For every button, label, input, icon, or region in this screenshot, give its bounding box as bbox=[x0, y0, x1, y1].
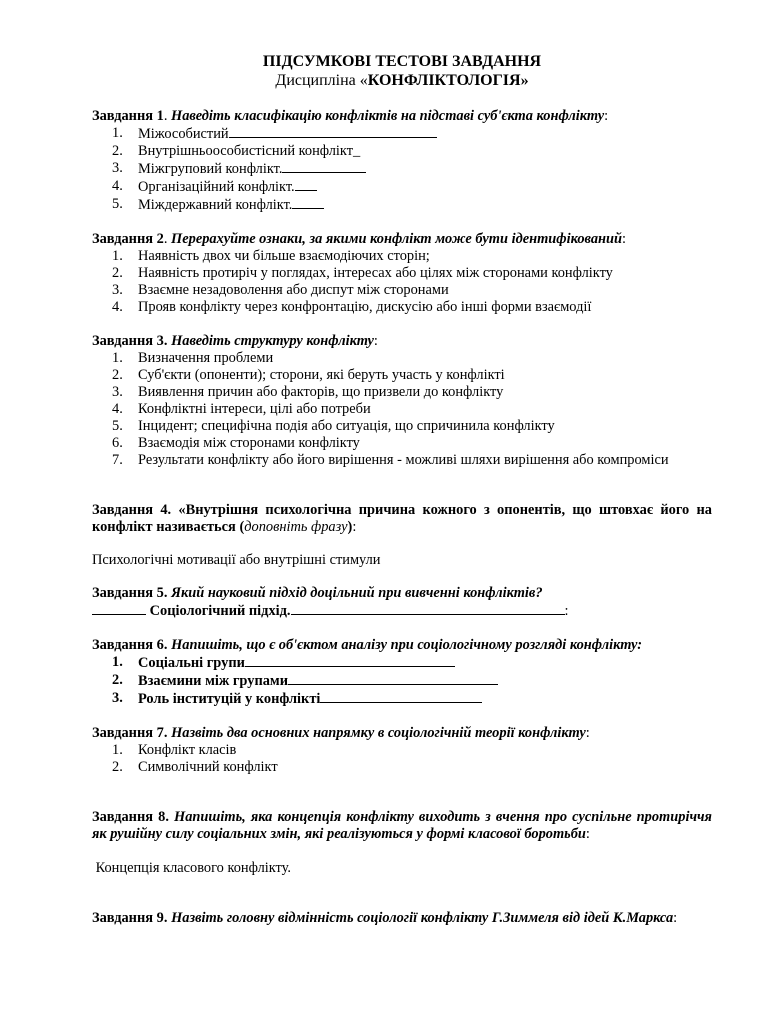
task-7-heading: Завдання 7. Назвіть два основних напрямку в соціологічній теорії конфлікту: bbox=[92, 725, 590, 741]
task-5-answer: Соціологічний підхід. bbox=[149, 603, 291, 619]
task-7-list bbox=[92, 742, 712, 776]
answer-blank bbox=[320, 690, 482, 703]
list-item: 4. Конфліктні інтереси, цілі або потреби bbox=[112, 401, 371, 417]
task-5 bbox=[92, 585, 712, 620]
task-question: Назвіть два основних напрямку в соціологічній теорії конфлікту bbox=[171, 725, 586, 741]
task-1-list bbox=[92, 125, 712, 214]
document-body bbox=[92, 52, 712, 927]
list-item: 1. Соціальні групи bbox=[92, 654, 712, 672]
task-9-heading: Завдання 9. Назвіть головну відмінність соціології конфлікту Г.Зиммеля від ідей К.Маркса: bbox=[92, 910, 678, 926]
task-question: Напишіть, яка концепція конфлікту виходить з вчення про суспільне протиріччя як рушійну силу соціальних змін, які реалізуються у формі класової боротьби bbox=[92, 809, 712, 842]
task-question: Перерахуйте ознаки, за якими конфлікт може бути ідентифікований bbox=[171, 231, 623, 247]
task-question: Наведіть структуру конфлікту bbox=[171, 333, 374, 349]
task-question: Напишіть, що є об'єктом аналізу при соціологічному розгляді конфлікту: bbox=[171, 637, 643, 653]
task-label: Завдання 5. bbox=[92, 585, 168, 601]
list-item: 7. Результати конфлікту або його вирішення - можливі шляхи вирішення або компроміси bbox=[112, 452, 669, 468]
answer-blank bbox=[291, 602, 565, 615]
task-6-list bbox=[92, 654, 712, 708]
task-label: Завдання 4. bbox=[92, 502, 172, 518]
task-4-answer: Психологічні мотивації або внутрішні стимули bbox=[92, 552, 381, 568]
answer-blank bbox=[292, 196, 324, 209]
list-item: 2. Символічний конфлікт bbox=[112, 759, 278, 775]
discipline-suffix: » bbox=[520, 72, 529, 89]
task-9 bbox=[92, 910, 712, 927]
task-question: «Внутрішня психологічна причина кожного з опонентів, що штовхає його на конфлікт називається bbox=[92, 502, 712, 535]
discipline-line bbox=[92, 71, 712, 90]
task-label: Завдання 2 bbox=[92, 231, 164, 247]
page-title: ПІДСУМКОВІ ТЕСТОВІ ЗАВДАННЯ bbox=[262, 53, 542, 70]
task-2-heading: Завдання 2. Перерахуйте ознаки, за якими конфлікт може бути ідентифікований: bbox=[92, 231, 627, 247]
task-label: Завдання 6. bbox=[92, 637, 168, 653]
task-label: Завдання 7. bbox=[92, 725, 168, 741]
list-item: 4. Прояв конфлікту через конфронтацію, дискусію або інші форми взаємодії bbox=[112, 299, 592, 315]
list-item: 3. Міжгруповий конфлікт. bbox=[92, 160, 712, 178]
answer-blank bbox=[295, 178, 317, 191]
task-8-answer: Концепція класового конфлікту. bbox=[92, 860, 292, 876]
list-item: 3. Роль інституцій у конфлікті bbox=[92, 690, 712, 708]
list-item: 1. Визначення проблеми bbox=[112, 350, 274, 366]
task-label: Завдання 8. bbox=[92, 809, 169, 825]
list-item: 6. Взаємодія між сторонами конфлікту bbox=[112, 435, 360, 451]
task-2 bbox=[92, 231, 712, 316]
task-1-heading: Завдання 1. Наведіть класифікацію конфліктів на підставі суб'єкта конфлікту: bbox=[92, 108, 609, 124]
task-1 bbox=[92, 108, 712, 214]
list-item: 2. Внутрішньоособистісний конфлікт_ bbox=[112, 143, 361, 159]
task-hint: доповніть фразу bbox=[244, 519, 348, 535]
task-4-heading: Завдання 4. «Внутрішня психологічна причина кожного з опонентів, що штовхає його на конфлікт називається (доповніть фразу): bbox=[92, 502, 712, 535]
task-6-heading bbox=[92, 637, 712, 654]
task-3 bbox=[92, 333, 712, 469]
list-item: 4. Організаційний конфлікт. bbox=[92, 178, 712, 196]
task-7 bbox=[92, 725, 712, 776]
task-8-heading: Завдання 8. Напишіть, яка концепція конфлікту виходить з вчення про суспільне протиріччя як рушійну силу соціальних змін, які реалізуються у формі класової боротьби: bbox=[92, 809, 712, 842]
answer-blank bbox=[245, 654, 455, 667]
list-item: 5. Інцидент; специфічна подія або ситуація, що спричинила конфлікту bbox=[112, 418, 555, 434]
list-item: 3. Виявлення причин або факторів, що призвели до конфлікту bbox=[112, 384, 504, 400]
task-5-heading bbox=[92, 585, 712, 602]
task-question: Назвіть головну відмінність соціології конфлікту Г.Зиммеля від ідей К.Маркса bbox=[171, 910, 674, 926]
task-label: Завдання 9. bbox=[92, 910, 168, 926]
task-2-list bbox=[92, 248, 712, 316]
task-4 bbox=[92, 502, 712, 569]
list-item: 1. Наявність двох чи більше взаємодіючих сторін; bbox=[112, 248, 430, 264]
task-question: Наведіть класифікацію конфліктів на підставі суб'єкта конфлікту bbox=[171, 108, 605, 124]
answer-blank bbox=[288, 672, 498, 685]
task-label: Завдання 1 bbox=[92, 108, 164, 124]
list-item: 1. Міжособистий bbox=[92, 125, 712, 143]
task-6 bbox=[92, 637, 712, 708]
task-question: Який науковий підхід доцільний при вивченні конфліктів? bbox=[171, 585, 543, 601]
list-item: 2. Взаємини між групами bbox=[92, 672, 712, 690]
list-item: 2. Суб'єкти (опоненти); сторони, які беруть участь у конфлікті bbox=[112, 367, 505, 383]
answer-blank bbox=[282, 160, 366, 173]
discipline-name: КОНФЛІКТОЛОГІЯ bbox=[367, 72, 521, 89]
task-8 bbox=[92, 809, 712, 877]
list-item: 3. Взаємне незадоволення або диспут між сторонами bbox=[112, 282, 449, 298]
discipline-prefix: Дисципліна « bbox=[275, 72, 368, 89]
task-3-list bbox=[92, 350, 712, 469]
answer-blank bbox=[92, 602, 146, 615]
answer-blank bbox=[229, 125, 437, 138]
list-item: 5. Міждержавний конфлікт. bbox=[92, 196, 712, 214]
list-item: 2. Наявність протиріч у поглядах, інтересах або цілях між сторонами конфлікту bbox=[112, 265, 613, 281]
task-label: Завдання 3. bbox=[92, 333, 168, 349]
task-3-heading: Завдання 3. Наведіть структуру конфлікту: bbox=[92, 333, 378, 349]
list-item: 1. Конфлікт класів bbox=[112, 742, 237, 758]
task-5-answer-line: Соціологічний підхід. : bbox=[92, 602, 712, 620]
